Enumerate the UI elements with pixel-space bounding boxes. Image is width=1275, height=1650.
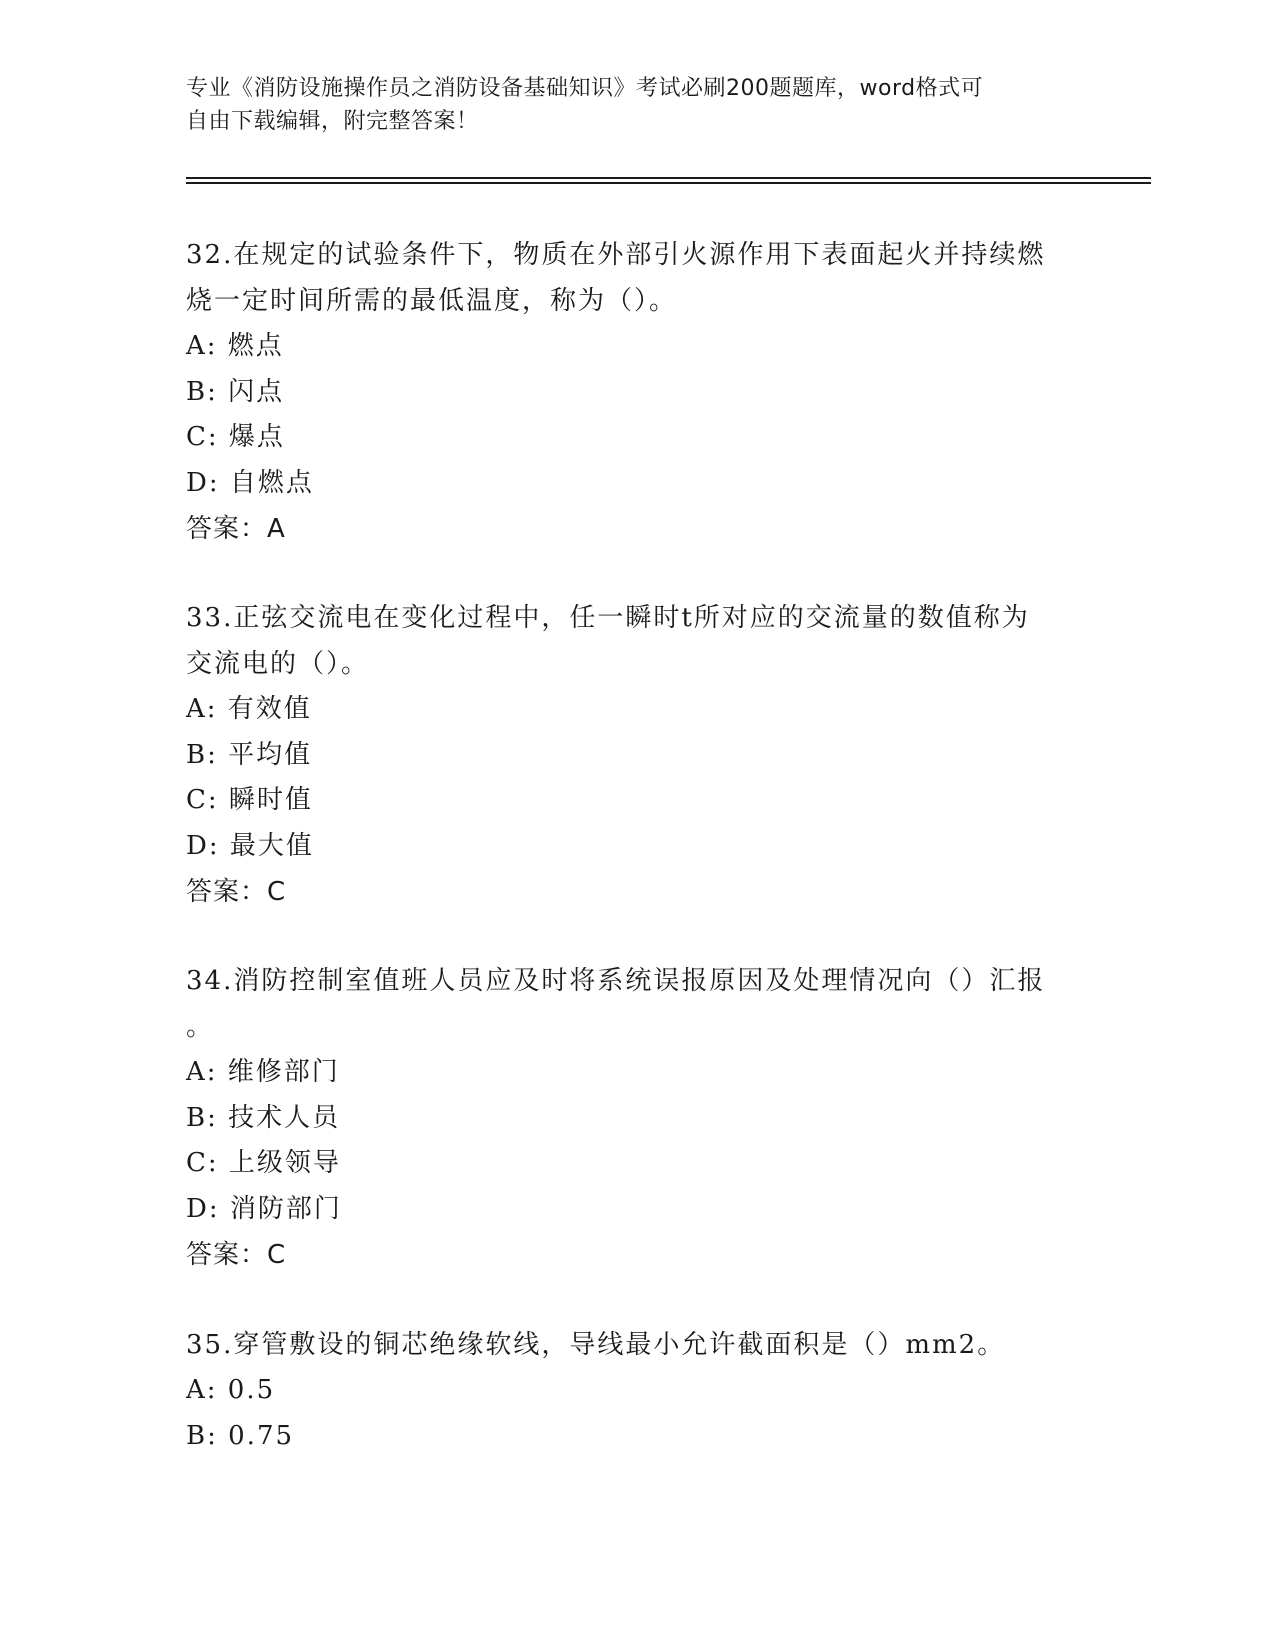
question-stem: 32.在规定的试验条件下，物质在外部引火源作用下表面起火并持续燃 烧一定时间所需的最低温度，称为（）。 <box>186 240 1046 316</box>
question-32 <box>186 232 1086 552</box>
question-35 <box>186 1322 1086 1459</box>
question-34 <box>186 958 1086 1278</box>
question-stem: 35.穿管敷设的铜芯绝缘软线，导线最小允许截面积是（）mm2。 <box>186 1330 1006 1360</box>
option-a: A: 维修部门 <box>186 1057 340 1087</box>
answer: 答案：C <box>186 877 287 907</box>
option-c: C: 上级领导 <box>186 1148 341 1178</box>
option-d: D: 最大值 <box>186 830 314 861</box>
option-d: D: 消防部门 <box>186 1193 342 1224</box>
option-a: A: 0.5 <box>186 1375 276 1405</box>
header-rule-top <box>186 177 1151 179</box>
header-rule-bottom <box>186 182 1151 184</box>
document-header: 专业《消防设施操作员之消防设备基础知识》考试必刷200题题库，word格式可 自由下载编辑，附完整答案！ <box>186 76 984 134</box>
option-d: D: 自燃点 <box>186 467 314 498</box>
option-b: B: 闪点 <box>186 376 285 407</box>
option-b: B: 技术人员 <box>186 1102 341 1133</box>
question-stem: 33.正弦交流电在变化过程中，任一瞬时t所对应的交流量的数值称为 交流电的（）。 <box>186 603 1030 679</box>
question-33 <box>186 595 1086 915</box>
option-b: B: 0.75 <box>186 1420 295 1451</box>
option-b: B: 平均值 <box>186 739 313 770</box>
option-a: A: 燃点 <box>186 331 284 361</box>
answer: 答案：A <box>186 514 286 544</box>
option-a: A: 有效值 <box>186 694 312 724</box>
option-c: C: 瞬时值 <box>186 785 313 815</box>
option-c: C: 爆点 <box>186 422 285 452</box>
question-stem: 34.消防控制室值班人员应及时将系统误报原因及处理情况向（）汇报 。 <box>186 966 1046 1042</box>
answer: 答案：C <box>186 1240 287 1270</box>
